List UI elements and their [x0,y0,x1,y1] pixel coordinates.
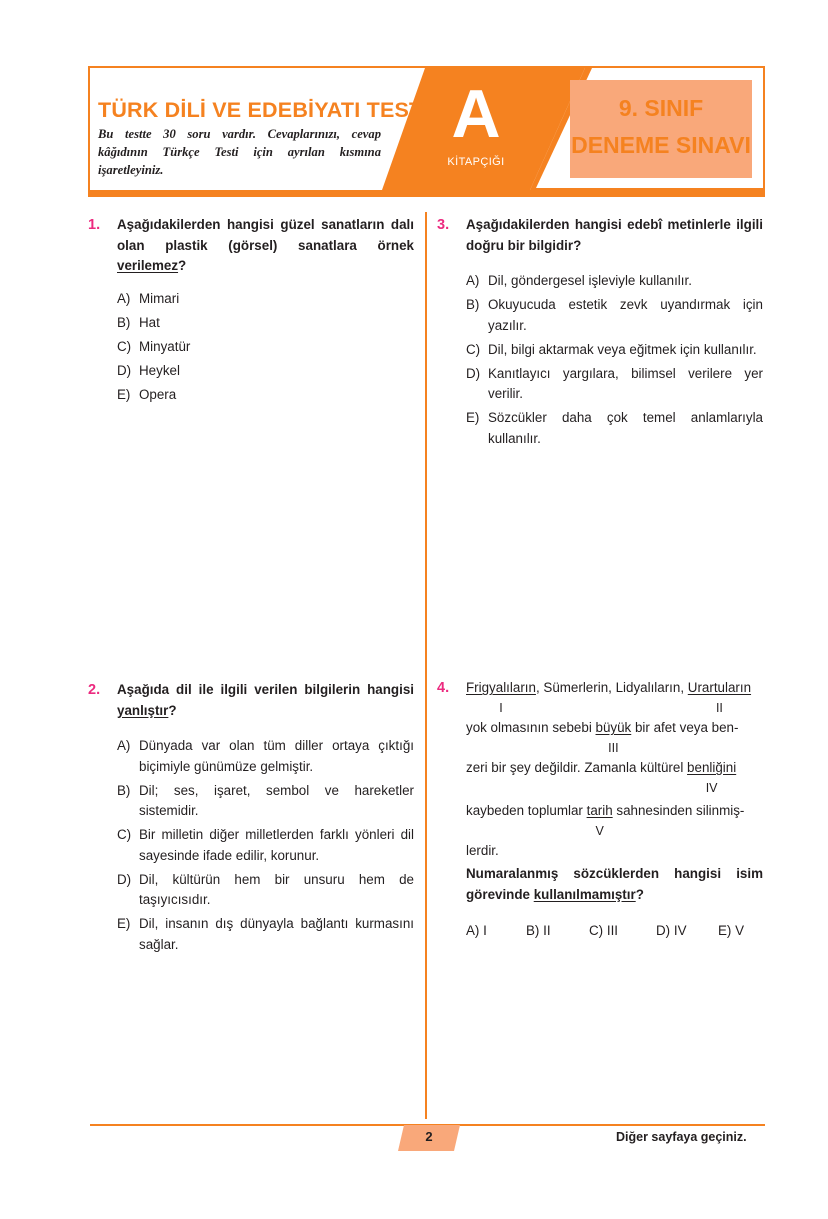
option-e[interactable] [466,408,763,449]
option-letter: C) [117,827,132,842]
option-letter: A) [466,273,480,288]
option-text: Dil, bilgi aktarmak veya eğitmek için kullanılır. [488,341,757,357]
option-text: Heykel [139,363,180,378]
option-text: Bir milletin diğer milletlerden farklı yönleri dil sayesinde ifade edilir, korunur. [139,827,414,863]
booklet-label: KİTAPÇIĞI [447,156,505,168]
option-a[interactable] [466,271,763,292]
passage-text: zeri bir şey değildir. Zamanla kültürel [466,760,688,775]
booklet-letter: A [451,76,501,152]
option-c[interactable] [117,825,414,866]
roman-mark: II [715,701,723,715]
option-a[interactable] [117,289,414,310]
options [117,289,414,409]
page-number: 2 [425,1129,433,1144]
next-page-note: Diğer sayfaya geçiniz. [616,1130,747,1144]
header-bottom-band [90,190,765,197]
option-letter: E) [117,916,131,931]
option-c[interactable] [117,337,414,358]
option-b[interactable]: B) II [526,923,551,938]
option-text: Minyatür [139,339,191,354]
option-letter: E) [466,410,480,425]
test-instructions: Bu testte 30 soru vardır. Cevaplarınızı, cevap kâğıdının Türkçe Testi için ayrılan kısmına işaretleyiniz. [98,127,381,177]
option-a[interactable] [117,736,414,777]
passage-text: , Sümerlerin, Lidyalıların, [535,680,688,695]
marked-word: büyük [595,720,632,735]
question-stem [466,864,763,905]
marked-word-5 [586,801,613,838]
option-b[interactable] [117,313,414,334]
roman-mark: IV [705,781,718,795]
grade-label: 9. SINIF [618,95,704,121]
passage-line [466,758,766,795]
option-e[interactable] [117,385,414,406]
question-number: 1. [88,217,101,233]
option-b[interactable] [466,295,763,336]
stem-underlined: yanlıştır [117,702,169,718]
passage-text: yok olmasının sebebi [466,720,596,735]
exam-name: DENEME SINAVI [571,132,751,158]
question-number: 3. [437,217,450,233]
option-letter: B) [117,315,131,330]
passage-text: sahnesinden silinmiş- [612,803,745,818]
option-letter: D) [117,871,132,887]
marked-word: tarih [586,803,613,818]
option-e[interactable]: E) V [718,923,745,938]
marked-word: Urartuların [687,680,752,695]
stem-end: ? [178,258,187,273]
question-number: 2. [88,682,101,698]
passage-text: bir afet veya ben- [631,720,739,735]
option-letter: D) [466,365,481,381]
option-d[interactable] [117,361,414,382]
option-letter: C) [466,341,481,357]
question-stem [117,215,414,277]
option-text: Dil, göndergesel işleviyle kullanılır. [488,273,692,288]
roman-mark: III [608,741,619,755]
stem-end: ? [635,886,644,902]
passage-line [466,718,766,755]
roman-mark: I [499,701,503,715]
option-text: Dil, kültürün hem bir unsuru hem de taşıyıcısıdır. [139,871,414,907]
option-text: Okuyucuda estetik zevk uyandırmak için yazılır. [488,297,763,333]
roman-mark: V [595,824,604,838]
option-d[interactable]: D) IV [656,923,687,938]
options [117,736,414,959]
option-letter: A) [117,738,131,753]
column-divider [425,212,427,1119]
passage-line [466,841,766,861]
stem-end: ? [168,702,177,718]
option-text: Hat [139,315,160,330]
option-text: Kanıtlayıcı yargılara, bilimsel verilere yer verilir. [488,365,763,401]
marked-word-4 [687,758,737,795]
stem-underlined: kullanılmamıştır [533,886,636,902]
exam-header [88,66,765,197]
option-letter: B) [117,782,131,798]
question-stem [117,680,414,721]
option-text: Dil; ses, işaret, sembol ve hareketler sistemidir. [139,782,414,818]
passage-line [466,801,766,838]
stem-text: Aşağıda dil ile ilgili verilen bilgilerin hangisi [117,682,414,697]
option-d[interactable] [117,870,414,911]
option-text: Sözcükler daha çok temel anlamlarıyla kullanılır. [488,410,763,446]
option-letter: B) [466,297,480,312]
option-text: Dünyada var olan tüm diller ortaya çıktığı biçimiyle günümüze gelmiştir. [139,738,414,774]
option-b[interactable] [117,781,414,822]
option-letter: C) [117,339,132,354]
option-letter: E) [117,387,131,402]
passage-line [466,678,766,715]
marked-word-3 [595,718,632,755]
test-title: TÜRK DİLİ VE EDEBİYATI TESTİ [98,98,429,122]
passage-text: lerdir. [466,843,499,858]
marked-word: Frigyalıların [466,680,536,695]
question-4 [437,678,765,938]
option-e[interactable] [117,914,414,955]
option-text: Opera [139,387,177,402]
option-c[interactable]: C) III [589,923,619,938]
option-text: Mimari [139,291,180,306]
option-letter: A) [117,291,131,306]
stem-underlined: verilemez [117,258,179,273]
question-stem: Aşağıdakilerden hangisi edebî metinlerle ilgili doğru bir bilgidir? [466,217,763,253]
passage-text: kaybeden toplumlar [466,803,587,818]
question-number: 4. [437,680,450,696]
option-a[interactable]: A) I [466,923,487,938]
marked-word: benliğini [687,760,737,775]
options [466,921,758,942]
option-c[interactable] [466,340,763,361]
option-d[interactable] [466,364,763,405]
option-text: Dil, insanın dış dünyayla bağlantı kurmasını sağlar. [139,916,414,952]
marked-word-1 [466,678,536,715]
question-passage [466,678,766,902]
stem-text: Numaralanmış sözcüklerden hangisi isim görevinde [466,866,763,902]
options [466,271,763,453]
option-letter: D) [117,363,132,378]
marked-word-2 [687,678,752,715]
stem-text: Aşağıdakilerden hangisi güzel sanatların dalı olan plastik (görsel) sanatlara örnek [117,217,414,253]
